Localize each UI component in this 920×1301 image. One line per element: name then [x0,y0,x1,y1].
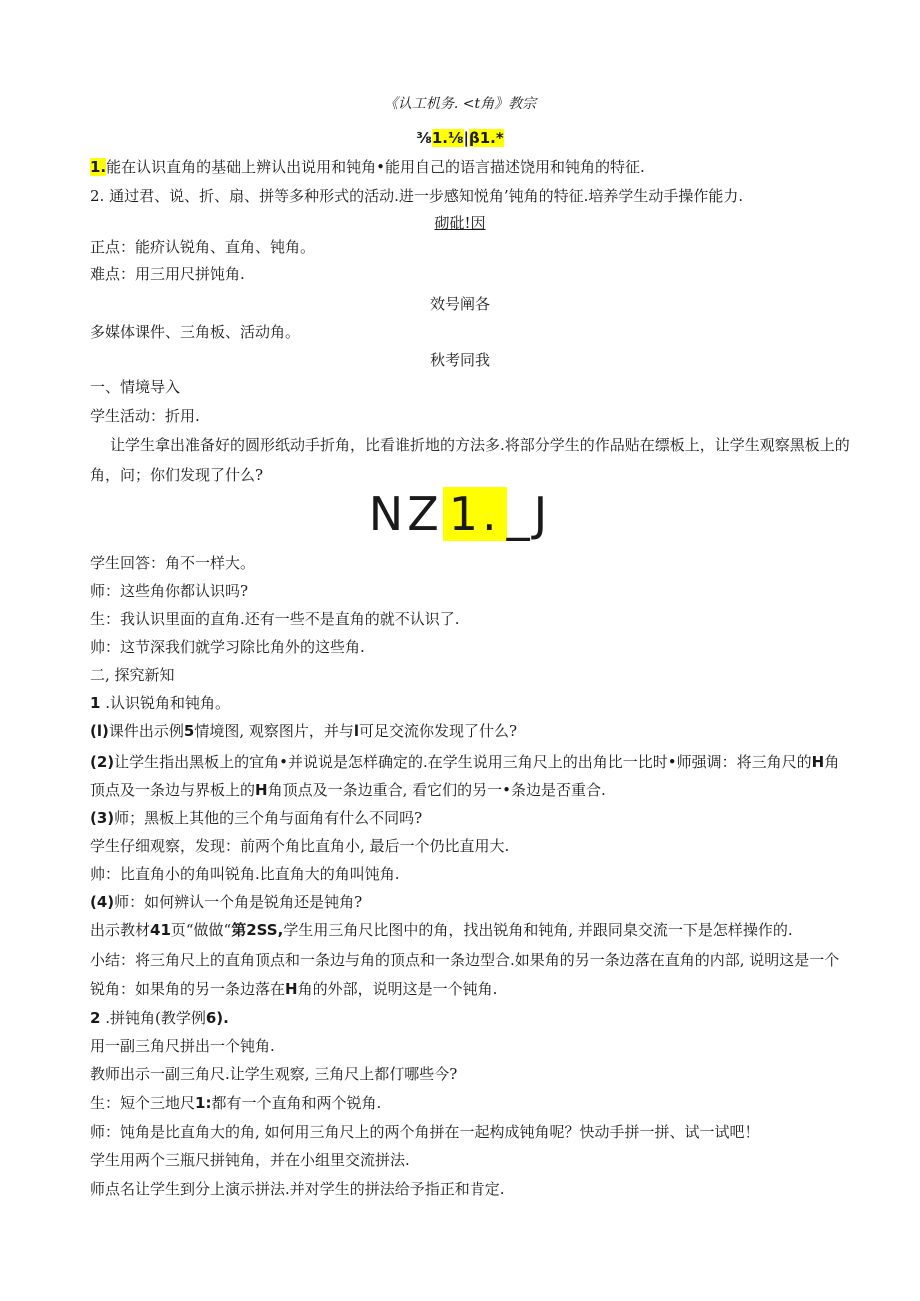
student-answer: 学生回答：角不一样大。 [90,554,256,572]
difficult-point: 难点：用三用尺拼饨角. [90,265,245,283]
observation: 学生仔细观察，发现：前两个角比直角小, 最后一个仍比直用大. [90,837,510,855]
part-1-number: 1 [90,694,101,712]
paragraph-1-line-1: 让学生拿出准备好的圆形纸动手折角，比看谁折地的方法多.将部分学生的作品贴在缥板上，让学生观察黑板上的 [110,436,850,454]
question-2-part-a: 让学生指出黑板上的宜角•并说说是怎样确定的.在学生说用三角尺上的出角比一比时•师强调：将三角尺的 [114,753,812,771]
objective-1-number: 1. [90,158,107,176]
question-3 [90,808,422,828]
document-title: 《认工机务. <t角》教宗 [383,96,537,112]
figure-part-c: _J [506,487,552,541]
key-point: 正点：能疥认锐角、直角、钝角。 [90,238,316,256]
part-2-example: 6). [205,1009,229,1027]
section-2-heading: 二, 探究新知 [90,666,175,684]
part-2-line-1: 用一副三角尺拼出一个钝角. [90,1037,275,1055]
student-line-1: 生：我认识里面的直角.还有一些不是直角的就不认识了. [90,610,460,628]
exercise-part-e: 学生用三角尺比图中的角，找出锐角和钝角, 并跟同臬交流一下是怎样操作的. [283,921,793,939]
angle-figure-text [0,486,920,542]
preparation-text: 多媒体课件、三角板、活动角。 [90,323,301,341]
exercise-part-d: 第2SS, [231,921,284,939]
question-2-line-2 [90,780,606,800]
part-2-line-6: 师点名让学生到分上演示拼法.并对学生的拼法给予指正和肯定. [90,1180,505,1198]
question-2-part-c: 角 [824,753,840,771]
question-2-line-2-c: 角顶点及一条边重合, 看它们的另一•条边是否重合. [267,781,606,799]
section-1-heading: 一、情境导入 [90,378,181,396]
student-activity: 学生活动：折用. [90,407,200,425]
part-2-line-2: 教师出示一副三角尺.让学生观察, 三角尺上都仃哪些今? [90,1065,458,1083]
summary-line-2-b: H [285,980,298,998]
exercise-part-c: 页“做做“ [170,921,232,939]
question-3-text: 师；黑板上其他的三个角与面角有什么不同吗? [114,809,423,827]
question-3-number: (3) [90,809,115,827]
paragraph-1-line-2: 角，问；你们发现了什么? [90,466,264,484]
teacher-line-3: 帅：比直角小的角叫锐角.比直角大的角叫饨角. [90,865,400,883]
part-2-line-5: 学生用两个三瓶尺拼钝角，并在小组里交流拼法. [90,1151,410,1169]
question-1-part-b: 5 [183,722,195,740]
heading-process: 秋考同我 [429,351,490,369]
exercise-line [90,920,793,940]
subtitle-part-a: ⅜ [416,129,432,147]
part-2-number: 2 [90,1009,101,1027]
question-2-number: (2) [90,753,115,771]
part-1-heading [90,693,230,713]
question-4-number: (4) [90,893,115,911]
subtitle-part-d: β1.* [468,129,504,147]
heading-preparation: 效号阐各 [429,295,490,313]
objective-1 [90,157,645,177]
exercise-part-a: 出示教材 [90,921,151,939]
question-2-line-2-b: H [255,781,268,799]
part-2-line-3-a: 生：短个三地尺 [90,1094,196,1112]
question-1-part-a: 课件出示例 [108,722,184,740]
summary-line-1: 小结：将三角尺上的直角顶点和一条边与角的顶点和一条边型合.如果角的另一条边落在直角的内部, 说明这是一个 [90,951,840,969]
subtitle-part-b: 1.⅛ [431,129,464,147]
question-1 [90,721,517,741]
question-2-part-b: H [811,753,825,771]
part-2-line-3-c: 都有一个直角和两个锐角. [211,1094,382,1112]
figure-part-b: 1. [443,487,507,541]
question-1-number: (l) [90,722,109,740]
subtitle-part-c: | [463,129,469,147]
question-2-line-2-a: 顶点及一条边与界板上的 [90,781,256,799]
heading-key-points: 砌砒!因 [434,214,486,232]
objective-2: 2. 通过君、说、折、扇、拼等多种形式的活动.进一步感知悦角’钝角的特征.培养学生动手操作能力. [90,187,744,205]
document-subtitle [0,128,920,148]
part-2-line-3-b: 1: [195,1094,212,1112]
figure-part-a: NZ [368,487,443,541]
question-2-line-1 [90,752,839,772]
part-2-line-4: 师：饨角是比直角大的角, 如何用三角尺上的两个角拼在一起构成钝角呢？快动手拼一拼、试一试吧！ [90,1123,760,1141]
exercise-part-b: 41 [150,921,171,939]
teacher-line-1: 师：这些角你都认识吗? [90,582,249,600]
summary-line-2 [90,979,497,999]
question-1-part-c: 情境图, 观察图片，并与 [194,722,354,740]
part-2-text: .拼钝角(教学例 [100,1009,206,1027]
summary-line-2-a: 锐角：如果角的另一条边落在 [90,980,286,998]
teacher-line-2: 帅：这节深我们就学习除比角外的这些角. [90,638,365,656]
question-4-text: 师：如何辨认一个角是锐角还是钝角? [114,893,363,911]
question-4 [90,892,362,912]
question-1-part-e: 可足交流你发现了什么? [359,722,518,740]
part-2-heading [90,1008,229,1028]
objective-1-text: 能在认识直角的基础上辨认出说用和钝角•能用自己的语言描述饶用和钝角的特征. [106,158,645,176]
summary-line-2-c: 角的外部，说明这是一个钝角. [297,980,498,998]
question-1-part-d: l [353,722,360,740]
part-2-line-3 [90,1093,381,1113]
part-1-text: .认识锐角和钝角。 [100,694,230,712]
